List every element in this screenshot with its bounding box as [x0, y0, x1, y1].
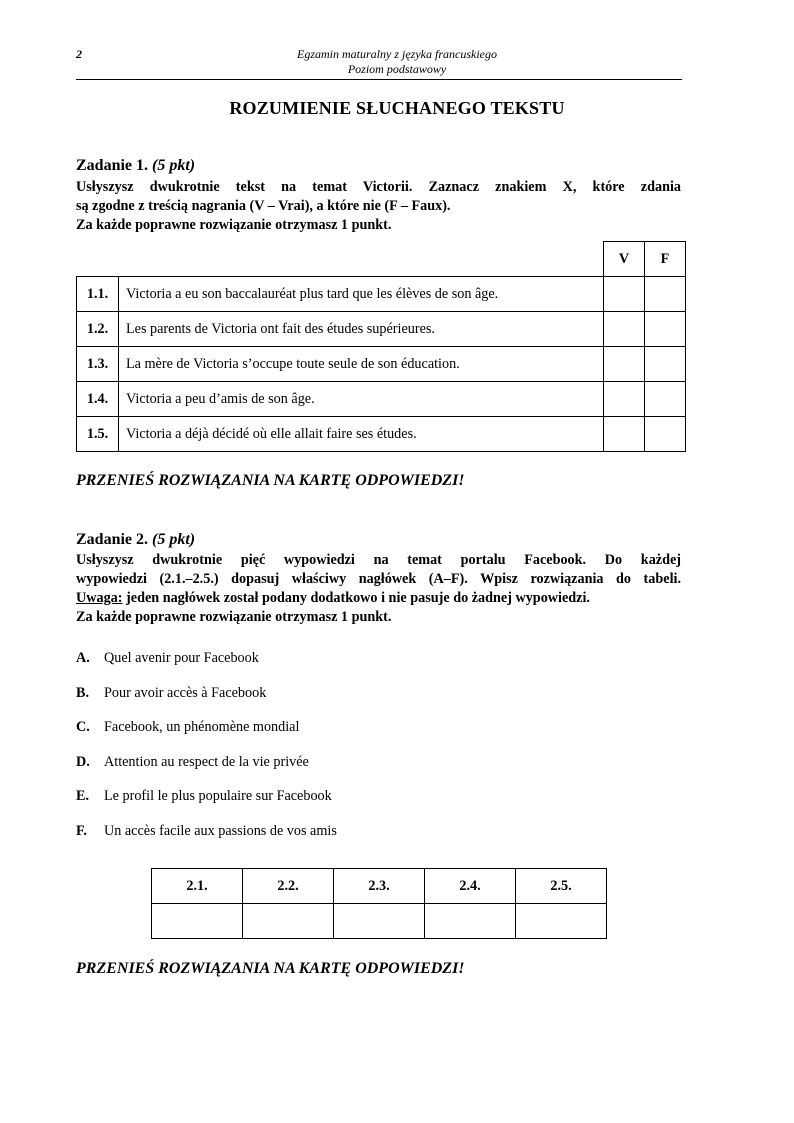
answer-header: 2.3. [334, 869, 425, 904]
table-header-row [152, 869, 607, 904]
option-text: Pour avoir accès à Facebook [104, 685, 267, 701]
section-title: ROZUMIENIE SŁUCHANEGO TEKSTU [229, 98, 565, 118]
row-number: 1.5. [77, 417, 119, 452]
answer-header: 2.1. [152, 869, 243, 904]
task2-instr-line2: wypowiedzi (2.1.–2.5.) dopasuj właściwy nagłówek (A–F). Wpisz rozwiązania do tabeli. [76, 571, 681, 587]
option-letter: C. [76, 719, 90, 735]
answer-cell[interactable] [152, 904, 243, 939]
task1-instructions [76, 178, 681, 235]
list-item [76, 719, 299, 736]
row-statement: Les parents de Victoria ont fait des études supérieures. [119, 312, 604, 347]
answer-header: 2.2. [243, 869, 334, 904]
option-letter: A. [76, 650, 90, 666]
task1-heading [76, 157, 195, 175]
row-number: 1.2. [77, 312, 119, 347]
task2-transfer-note: PRZENIEŚ ROZWIĄZANIA NA KARTĘ ODPOWIEDZI! [76, 960, 465, 977]
list-item [76, 754, 309, 771]
answer-cell[interactable] [425, 904, 516, 939]
answer-header: 2.4. [425, 869, 516, 904]
table-row [77, 417, 686, 452]
answer-cell-f[interactable] [645, 277, 686, 312]
row-statement: Victoria a eu son baccalauréat plus tard que les élèves de son âge. [119, 277, 604, 312]
page-number: 2 [76, 47, 82, 61]
task2-heading [76, 531, 195, 549]
uwaga-label: Uwaga: [76, 590, 123, 606]
answer-cell-v[interactable] [604, 347, 645, 382]
answer-cell-v[interactable] [604, 312, 645, 347]
list-item [76, 650, 259, 667]
row-statement: Victoria a peu d’amis de son âge. [119, 382, 604, 417]
table-row [77, 312, 686, 347]
answer-cell[interactable] [243, 904, 334, 939]
option-letter: F. [76, 823, 87, 839]
task2-answer-table [151, 868, 607, 939]
task1-answer-table [76, 241, 686, 452]
row-statement: La mère de Victoria s’occupe toute seule de son éducation. [119, 347, 604, 382]
answer-cell-f[interactable] [645, 417, 686, 452]
answer-cell-v[interactable] [604, 382, 645, 417]
answer-cell-f[interactable] [645, 347, 686, 382]
table-row [77, 382, 686, 417]
answer-cell[interactable] [516, 904, 607, 939]
option-letter: D. [76, 754, 90, 770]
row-statement: Victoria a déjà décidé où elle allait faire ses études. [119, 417, 604, 452]
option-text: Le profil le plus populaire sur Facebook [104, 788, 332, 804]
answer-cell[interactable] [334, 904, 425, 939]
task1-title: Zadanie 1. [76, 157, 149, 174]
task2-instructions [76, 551, 681, 627]
list-item [76, 823, 337, 840]
header-exam-title: Egzamin maturalny z języka francuskiego [297, 47, 497, 61]
table-row [152, 904, 607, 939]
list-item [76, 685, 266, 702]
task1-instr-line1: Usłyszysz dwukrotnie tekst na temat Victorii. Zaznacz znakiem X, które zdania [76, 179, 681, 195]
running-header [0, 47, 794, 77]
option-letter: E. [76, 788, 90, 804]
answer-cell-f[interactable] [645, 382, 686, 417]
option-letter: B. [76, 685, 90, 701]
uwaga-text: jeden nagłówek został podany dodatkowo i nie pasuje do żadnej wypowiedzi. [122, 590, 590, 606]
row-number: 1.3. [77, 347, 119, 382]
column-v-header: V [604, 242, 645, 277]
option-text: Facebook, un phénomène mondial [104, 719, 300, 735]
header-level: Poziom podstawowy [347, 62, 447, 76]
answer-cell-v[interactable] [604, 277, 645, 312]
row-number: 1.4. [77, 382, 119, 417]
row-number: 1.1. [77, 277, 119, 312]
table-row [77, 277, 686, 312]
task1-transfer-note: PRZENIEŚ ROZWIĄZANIA NA KARTĘ ODPOWIEDZI! [76, 472, 465, 489]
task2-title: Zadanie 2. [76, 531, 149, 548]
answer-cell-v[interactable] [604, 417, 645, 452]
task1-instr-line2: są zgodne z treścią nagrania (V – Vrai), a które nie (F – Faux). [76, 198, 451, 214]
column-f-header: F [645, 242, 686, 277]
task1-points: (5 pkt) [152, 157, 196, 174]
task2-instr-line3 [76, 589, 681, 608]
task1-instr-line3: Za każde poprawne rozwiązanie otrzymasz 1 punkt. [76, 217, 392, 233]
header-divider [76, 79, 682, 80]
list-item [76, 788, 332, 805]
answer-cell-f[interactable] [645, 312, 686, 347]
table-row [77, 347, 686, 382]
task2-points: (5 pkt) [152, 531, 196, 548]
option-text: Quel avenir pour Facebook [104, 650, 259, 666]
answer-header: 2.5. [516, 869, 607, 904]
option-text: Un accès facile aux passions de vos amis [104, 823, 337, 839]
task2-instr-line1: Usłyszysz dwukrotnie pięć wypowiedzi na temat portalu Facebook. Do każdej [76, 552, 681, 568]
task2-instr-line4: Za każde poprawne rozwiązanie otrzymasz 1 punkt. [76, 609, 392, 625]
option-text: Attention au respect de la vie privée [104, 754, 309, 770]
table-header-row [77, 242, 686, 277]
